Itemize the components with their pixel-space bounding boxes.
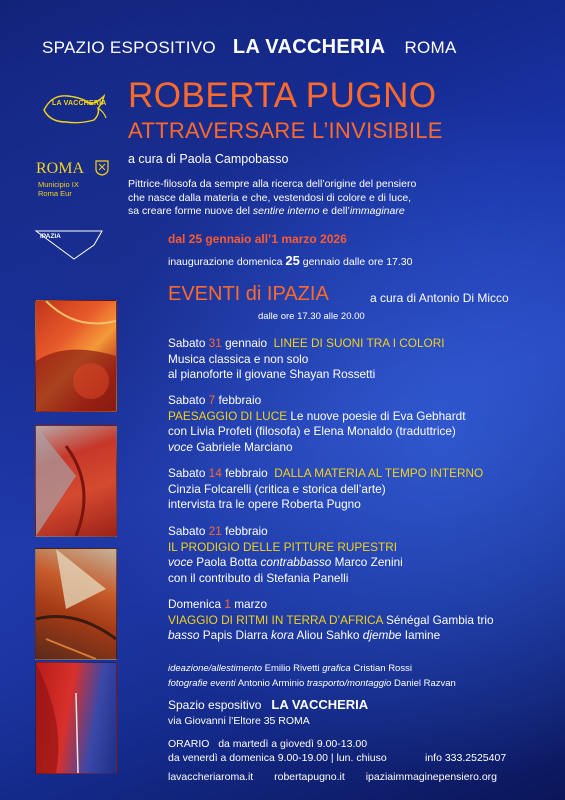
event-title: PAESAGGIO DI LUCE: [168, 408, 288, 423]
event-date: Sabato 31 gennaio LINEE DI SUONI TRA I COLORI: [168, 336, 445, 350]
artwork-image: [35, 425, 117, 537]
footer-websites: [168, 771, 515, 783]
blurb-line-3: sa creare forme nuove del sentire interno e dell’immaginare: [128, 205, 405, 217]
header-city: ROMA: [404, 38, 457, 57]
footer-hours-1: ORARIO da martedì a giovedì 9.00-13.00: [168, 738, 368, 750]
header-spazio: SPAZIO ESPOSITIVO: [42, 38, 216, 57]
eventi-title: EVENTI di IPAZIA: [168, 283, 329, 305]
event-line: voce Paola Botta contrabbasso Marco Zenini: [168, 555, 403, 569]
header-venue: LA VACCHERIA: [232, 36, 386, 58]
event-date: Domenica 1 marzo: [168, 597, 268, 611]
roma-sub-municipio: Municipio IX: [38, 180, 79, 189]
exhibition-title: ATTRAVERSARE L’INVISIBILE: [128, 118, 443, 143]
event-item: [168, 466, 483, 513]
header-line: [42, 36, 457, 59]
footer-venue: Spazio espositivo LA VACCHERIA: [168, 697, 369, 712]
website-link[interactable]: lavaccheriaroma.it: [168, 771, 254, 783]
inauguration: inaugurazione domenica 25 gennaio dalle ore 17.30: [168, 253, 413, 268]
event-line: con Livia Profeti (filosofa) e Elena Monaldo (traduttrice): [168, 424, 456, 438]
event-item: [168, 524, 403, 586]
exhibition-dates: dal 25 gennaio all’1 marzo 2026: [168, 232, 347, 246]
event-date: Sabato 21 febbraio: [168, 524, 268, 538]
event-item: [168, 336, 445, 383]
event-line: basso Papis Diarra kora Aliou Sahko djembe Iamine: [168, 628, 441, 642]
ipazia-logo-text: IPAZIA: [40, 233, 61, 240]
credits-line-2: fotografie eventi Antonio Arminio trasporto/montaggio Daniel Razvan: [168, 678, 456, 689]
exhibition-blurb: [128, 178, 448, 219]
roma-logo-sub: [38, 180, 98, 198]
artwork-image: [35, 300, 117, 412]
exhibition-curator: a cura di Paola Campobasso: [128, 152, 289, 166]
artwork-image: [35, 548, 117, 660]
vaccheria-logo-text: LA VACCHERIA: [52, 100, 107, 107]
website-link[interactable]: robertapugno.it: [274, 771, 345, 783]
event-date: Sabato 7 febbraio: [168, 393, 262, 407]
event-title: IL PRODIGIO DELLE PITTURE RUPESTRI: [168, 539, 397, 554]
vaccheria-logo-icon: [40, 90, 110, 128]
event-line: Musica classica e non solo: [168, 351, 309, 366]
footer-info: info 333.2525407: [425, 752, 507, 764]
event-title: DALLA MATERIA AL TEMPO INTERNO: [274, 466, 484, 480]
event-item: [168, 393, 465, 455]
ipazia-logo-icon: [34, 225, 104, 263]
event-title-line: [168, 540, 403, 556]
event-title: LINEE DI SUONI TRA I COLORI: [273, 336, 445, 350]
credits-line-1: ideazione/allestimento Emilio Rivetti grafica Cristian Rossi: [168, 663, 412, 674]
event-date: Sabato 14 febbraio DALLA MATERIA AL TEMPO INTERNO: [168, 466, 484, 480]
event-line: intervista tra le opere Roberta Pugno: [168, 497, 361, 511]
blurb-line-2: che nasce dalla materia e che, vestendosi di colore e di luce,: [128, 191, 412, 204]
event-item: [168, 597, 494, 644]
roma-crest-icon: [95, 160, 109, 176]
eventi-curator: a cura di Antonio Di Micco: [370, 291, 509, 305]
footer-hours-2: da venerdì a domenica 9.00-19.00 | lun. chiuso: [168, 752, 387, 764]
roma-sub-eur: Roma Eur: [38, 189, 72, 198]
event-title-line: VIAGGIO DI RITMI IN TERRA D’AFRICA Sénégal Gambia trio: [168, 612, 494, 627]
event-title: VIAGGIO DI RITMI IN TERRA D’AFRICA: [168, 612, 383, 627]
credits: [168, 661, 456, 691]
event-line: voce Gabriele Marciano: [168, 439, 293, 454]
event-line: con il contributo di Stefania Panelli: [168, 570, 349, 585]
eventi-hours: dalle ore 17.30 alle 20.00: [258, 311, 365, 322]
footer-address: via Giovanni l’Eltore 35 ROMA: [168, 715, 310, 727]
artwork-image: [35, 662, 117, 774]
blurb-line-1: Pittrice-filosofa da sempre alla ricerca dell’origine del pensiero: [128, 178, 417, 190]
roma-logo-text: ROMA: [36, 160, 85, 177]
event-line: Cinzia Folcarelli (critica e storica dell’arte): [168, 481, 386, 496]
artist-name: ROBERTA PUGNO: [128, 76, 437, 115]
event-title-line: PAESAGGIO DI LUCE Le nuove poesie di Eva Gebhardt: [168, 408, 466, 423]
website-link[interactable]: ipaziaimmaginepensiero.org: [365, 771, 498, 783]
event-line: al pianoforte il giovane Shayan Rossetti: [168, 367, 376, 381]
